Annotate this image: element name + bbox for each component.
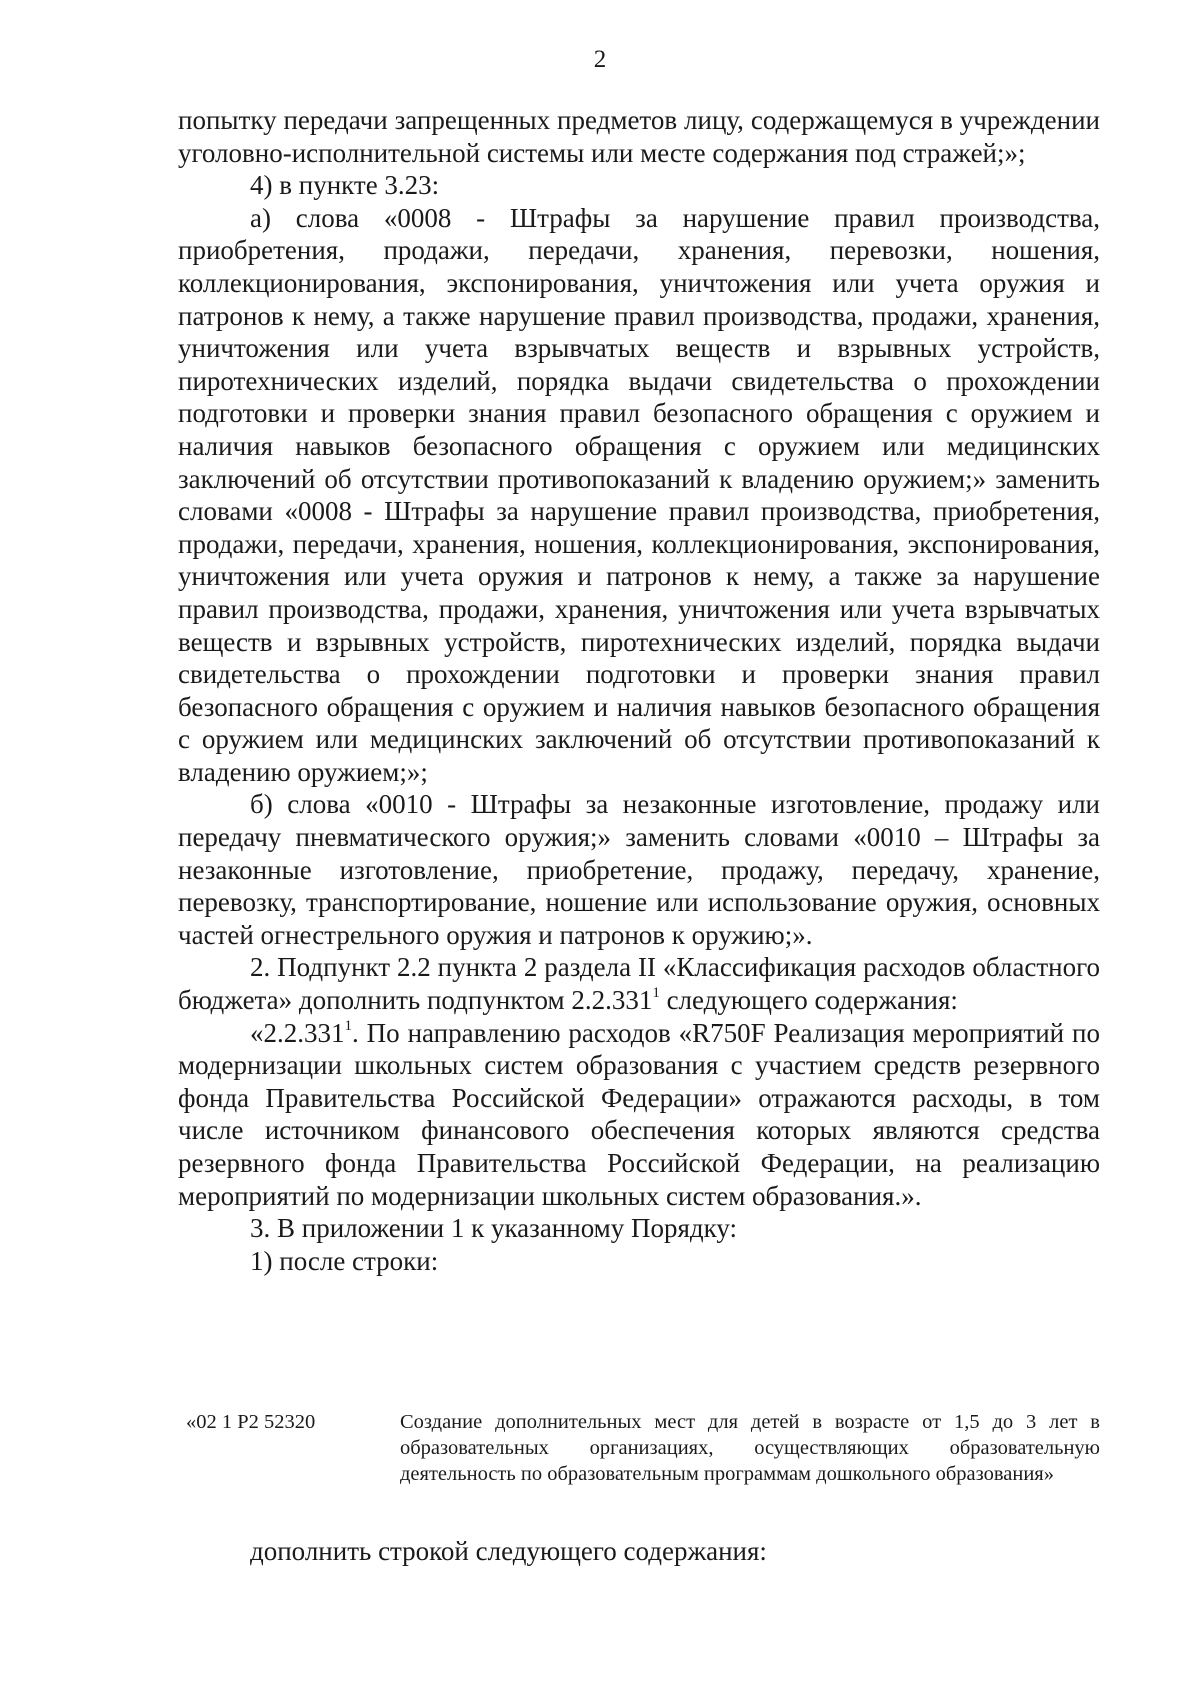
quoted-number: «2.2.331 [250, 1017, 345, 1048]
superscript-marker: 1 [652, 985, 660, 1002]
paragraph-section-3: 3. В приложении 1 к указанному Порядку: [250, 1213, 738, 1244]
paragraph-add-row: дополнить строкой следующего содержания: [250, 1536, 767, 1566]
page-number: 2 [593, 46, 607, 73]
table-row-code: «02 1 Р2 52320 [186, 1411, 316, 1433]
paragraph-item-1: 1) после строки: [250, 1245, 439, 1276]
table-row-description: Создание дополнительных мест для детей в возрасте от 1,5 до 3 лет в образовательных организациях, осуществляющих образовательную деятельность по образовательным программам дошкольного образования» [400, 1411, 1100, 1485]
paragraph-item-4: 4) в пункте 3.23: [250, 170, 440, 201]
table-row [186, 1409, 1100, 1487]
paragraph-quoted-2-2-331 [178, 1017, 1100, 1213]
paragraph-continuation: попытку передачи запрещенных предметов лицу, содержащемуся в учреждении уголовно-исполнительной системы или месте содержания под стражей;»; [178, 105, 1100, 168]
paragraph-section-2-text: 2. Подпункт 2.2 пункта 2 раздела II «Классификация расходов областного бюджета» дополнить подпунктом 2.2.331 [178, 952, 1100, 1016]
paragraph-subitem-a: а) слова «0008 - Штрафы за нарушение правил производства, приобретения, продажи, передачи, хранения, перевозки, ношения, коллекционирования, экспонирования, уничтожения или учета оружия и патронов к нему, а также нарушение правил производства, продажи, хранения, уничтожения или учета взрывчатых веществ и взрывных устройств, пиротехнических изделий, порядка выдачи свидетельства о прохождении подготовки и проверки знания правил безопасного обращения с оружием и наличия навыков безопасного обращения с оружием или медицинских заключений об отсутствии противопоказаний к владению оружием;» заменить словами «0008 - Штрафы за нарушение правил производства, приобретения, продажи, передачи, хранения, ношения, коллекционирования, экспонирования, уничтожения или учета оружия и патронов к нему, а также за нарушение правил производства, продажи, хранения, уничтожения или учета взрывчатых веществ и взрывных устройств, пиротехнических изделий, порядка выдачи свидетельства о прохождении подготовки и проверки знания правил безопасного обращения с оружием и наличия навыков безопасного обращения с оружием или медицинских заключений об отсутствии противопоказаний к владению оружием;»; [178, 202, 1100, 787]
paragraph-subitem-b: б) слова «0010 - Штрафы за незаконные изготовление, продажу или передачу пневматического оружия;» заменить словами «0010 – Штрафы за незаконные изготовление, приобретение, продажу, передачу, хранение, перевозку, транспортирование, ношение или использование оружия, основных частей огнестрельного оружия и патронов к оружию;». [178, 789, 1100, 950]
document-body [178, 104, 1100, 1277]
closing-text [178, 1535, 1100, 1568]
paragraph-section-2-tail: следующего содержания: [659, 985, 958, 1016]
quoted-text: . По направлению расходов «R750F Реализация мероприятий по модернизации школьных систем образования с участием средств резервного фонда Правительства Российской Федерации» отражаются расходы, в том числе источником финансового обеспечения которых являются средства резервного фонда Правительства Российской Федерации, на реализацию мероприятий по модернизации школьных систем образования.». [178, 1017, 1100, 1211]
paragraph-section-2 [178, 951, 1100, 1016]
superscript-marker: 1 [344, 1017, 352, 1034]
